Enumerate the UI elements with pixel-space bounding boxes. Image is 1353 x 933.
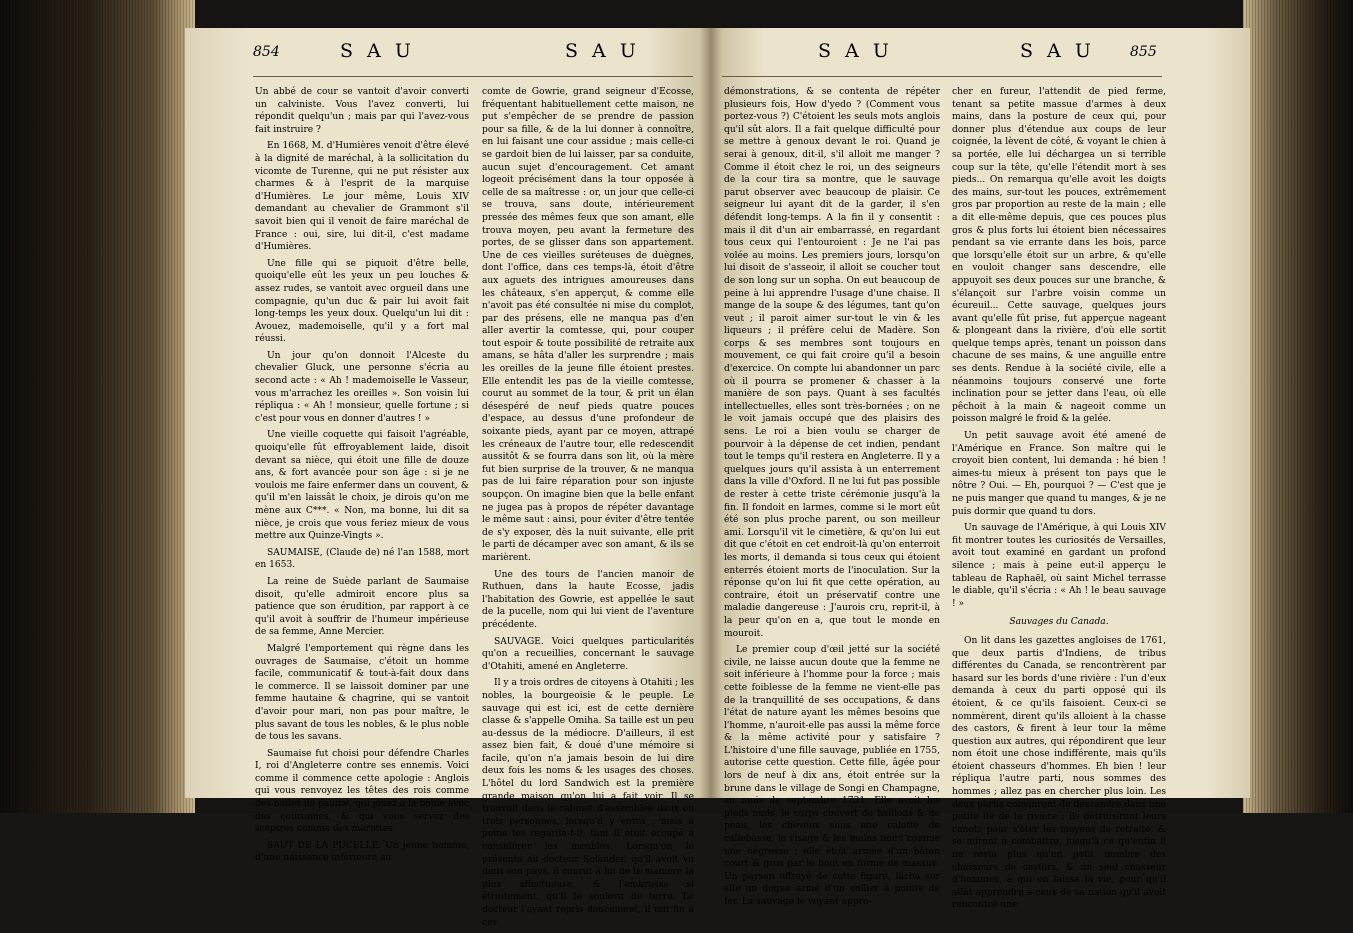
paragraph: SAUVAGE. Voici quelques particularités qu'on a recueillies, concernant le sauvage d'Otahiti, amené en Angleterre. — [482, 636, 694, 672]
book-edge-left — [0, 0, 195, 813]
paragraph: Le premier coup d'œil jetté sur la société civile, ne laisse aucun doute que la femme ne soit inférieure à l'homme pour la force ; mais cette foiblesse de la femme ne vient-elle pas de la tranquillité de ses occupations, & dans l'état de nature ayant les mêmes besoins que l'homme, n'auroit-elle pas aussi la même force & la même activité pour y satisfaire ? L'histoire d'une fille sauvage, publiée en 1755, autorise cette question. Cette fille, âgée pour lors de neuf à dix ans, étoit entrée sur la brune dans le village de Songi en Champagne, au mois de septembre 1731. Elle avoit les pieds nuds, le corps couvert de haillons & de peau, les cheveux sous une calotte de callebasse, le visage & les mains noirs comme une négresse ; elle étoit armée d'un bâton court & gros par le bout en forme de massue. Un paysan effrayé de cette figure, lâcha sur elle un dogue armé d'un collier à pointe de fer. La sauvage le voyant appro- — [724, 645, 940, 907]
book-edge-right — [1243, 0, 1353, 813]
left-column-1 — [255, 86, 469, 869]
paragraph: comte de Gowrie, grand seigneur d'Ecosse, fréquentant habituellement cette maison, ne put s'empêcher de se prendre de passion pour sa fille, & de la lui donner à connoître, en lui faisant une cour assidue ; mais celle-ci se gardoit bien de lui laisser, par sa conduite, aucun sujet d'encouragement. Cet amant logeoit précisément dans la tour opposée à celle de sa maîtresse : or, un jour que celle-ci se trouva, sans doute, intérieurement pressée des mêmes feux que son amant, elle trouva moyen, peu avant la fermeture des portes, de se glisser dans son appartement. Une de ces vieilles suréteuses de duègnes, dont l'office, dans ces temps-là, étoit d'être aux aguets des intrigues amoureuses dans les châteaux, s'en apperçut, & comme elle n'avoit pas été consultée ni mise du complot, par des présens, elle ne manqua pas d'en aller avertir la comtesse, qui, pour couper tout espoir & toute possibilité de retraite aux amans, se hâta d'aller les surprendre ; mais les oreilles de la jeune fille étoient prestes. Elle entendit les pas de la vieille comtesse, courut au sommet de la tour, & prit un élan désespéré de neuf pieds quatre pouces d'espace, au dessus d'une profondeur de soixante pieds, ayant par ce moyen, attrapé les créneaux de l'autre tour, elle redescendit aussitôt & se fourra dans son lit, où la mère fut bien surprise de la trouver, & ne manqua pas de lui faire réparation pour son injuste soupçon. On imagine bien que la belle enfant ne jugea pas à propos de répéter davantage le même saut : ainsi, pour éviter d'être tentée de s'y exposer, dès la nuit suivante, elle prit le parti de décamper avec son amant, & ils se marièrent. — [482, 87, 694, 563]
right-header-right: S A U — [1020, 40, 1095, 62]
left-header-right: S A U — [565, 40, 640, 62]
paragraph: Une des tours de l'ancien manoir de Ruthuen, dans la haute Ecosse, jadis l'habitation des Gowrie, est appellée le saut de la pucelle, nom qui lui vient de l'aventure précédente. — [482, 569, 694, 630]
left-page-number: 854 — [253, 44, 280, 60]
paragraph: Un petit sauvage avoit été amené de l'Amérique en France. Son maître qui le croyoit bien content, lui demanda : hé bien ! aimes-tu mieux à présent ton pays que le nôtre ? Oui. — Eh, pourquoi ? — C'est que je ne puis manger que quand tu manges, & je ne puis dormir que quand tu dors. — [952, 431, 1166, 517]
paragraph: SAUT DE LA PUCELLE. Un jeune homme, d'une naissance inférieure au — [255, 840, 469, 864]
left-column-2 — [482, 86, 694, 933]
paragraph: Un jour qu'on donnoit l'Alceste du chevalier Gluck, une personne s'écria au second acte : « Ah ! mademoiselle le Vasseur, vous m'arrachez les oreilles ». Son voisin lui répliqua : « Ah ! monsieur, quelle fortune ; si c'est pour vous en donner d'autres ! » — [255, 350, 469, 424]
right-page-number: 855 — [1130, 44, 1157, 60]
paragraph: Un abbé de cour se vantoit d'avoir converti un calviniste. Vous l'avez converti, lui répondit quelqu'un ; mais par qui l'avez-vous fait instruire ? — [255, 87, 469, 135]
paragraph: La reine de Suède parlant de Saumaise disoit, qu'elle admiroit encore plus sa patience que son érudition, par rapport à ce qu'il avoit à souffrir de l'humeur impérieuse de sa femme, Anne Mercier. — [255, 576, 469, 638]
paragraph: On lit dans les gazettes angloises de 1761, que deux partis d'Indiens, de tribus différentes du Canada, se rencontrèrent par hasard sur les bords d'une rivière : l'un d'eux demanda à ceux du parti opposé qui ils étoient, & ce qu'ils faisoient. Ceux-ci se nommèrent, dirent qu'ils alloient à la chasse des castors, & firent à leur tour la même question aux autres, qui répondirent que leur nom étoit une chose indifférente, mais qu'ils étoient chasseurs d'hommes. Eh bien ! leur répliqua l'autre parti, nous sommes des hommes ; allez pas en chercher plus loin. Les deux partis convinrent de descendre dans une petite île de la rivière ; ils détruisirent leurs canots pour s'ôter les moyens de retraite, & se mirent à combattre, jusqu'à ce qu'enfin il ne resta plus qu'un petit nombre des chasseurs de castors, & un seul chasseur d'hommes, à qui on laissa la vie, pour qu'il allât apprendre à ceux de sa nation qu'il avoit rencontré une — [952, 635, 1166, 911]
paragraph: Une vieille coquette qui faisoit l'agréable, quoiqu'elle fût effroyablement laide, disoit devant sa nièce, qui étoit une fille de douze ans, & fort avancée pour son âge : si je ne voulois me faire enfermer dans un couvent, & qu'il m'en laissât le choix, je dirois qu'on me mène aux C***. « Non, ma bonne, lui dit sa nièce, je crois que vous feriez mieux de vous mettre aux Quinze-Vingts ». — [255, 430, 469, 542]
right-header-left: S A U — [818, 40, 893, 62]
left-header-rule — [253, 76, 693, 77]
paragraph: Malgré l'emportement qui règne dans les ouvrages de Saumaise, c'étoit un homme facile, communicatif & tout-à-fait doux dans le commerce. Il se laissoit dominer par une femme hautaine & chagrine, qui se vantoit d'avoir pour mari, non pas pour maître, le plus savant de tous les nobles, & le plus noble de tous les savans. — [255, 643, 469, 743]
right-header-rule — [722, 76, 1162, 77]
section-title: Sauvages du Canada. — [1009, 617, 1109, 628]
left-header-left: S A U — [340, 40, 415, 62]
paragraph: Une fille qui se piquoit d'être belle, quoiqu'elle eût les yeux un peu louches & assez rudes, se vantoit avec orgueil dans une compagnie, qu'un duc & pair lui avoit fait long-temps les yeux doux. Quelqu'un lui dit : Avouez, mademoiselle, qu'il y a fort mal réussi. — [255, 258, 469, 345]
paragraph: Un sauvage de l'Amérique, à qui Louis XIV fit montrer toutes les curiosités de Versailles, avoit tout examiné en gardant un profond silence ; mais à peine eut-il apperçu le tableau de Raphaël, où saint Michel terrasse le diable, qu'il s'écria : « Ah ! le beau sauvage ! » — [952, 523, 1166, 609]
paragraph: démonstrations, & se contenta de répéter plusieurs fois, How d'yedo ? (Comment vous portez-vous ?) C'étoient les seuls mots anglois qu'il sût alors. Il a fait quelque difficulté pour se mettre à genoux devant le roi. Quand je serai à genoux, dit-il, s'il alloit me manger ? Comme il étoit chez le roi, un des seigneurs de la cour tira sa montre, que le sauvage parut observer avec beaucoup de plaisir. Ce seigneur lui ayant dit de la garder, il s'en défendit long-temps. A la fin il y consentit : mais il dit d'un air embarrassé, en regardant tous ceux qui l'entouroient : Je ne l'ai pas volée au moins. Les premiers jours, lorsqu'on lui disoit de s'asseoir, il alloit se coucher tout de son long sur un sopha. On eut beaucoup de peine à lui apprendre l'usage d'une chaise. Il mange de la soupe & des légumes, tant qu'on veut ; il paroit aimer sur-tout le vin & les liqueurs ; il préfère celui de Madère. Son corps & ses membres sont toujours en mouvement, ce qui fait croire qu'il a besoin d'exercice. On compte lui abandonner un parc où il pourra se promener & chasser à la manière de son pays. Quant à ses facultés intellectuelles, elles sont très-bornées ; on ne le voit jamais occupé que des plaisirs des sens. Le roi a bien voulu se charger de pourvoir à la dépense de cet indien, pendant tout le temps qu'il restera en Angleterre. Il y a quelques jours qu'il assista à un enterrement dans la ville d'Oxford. Il ne lui fut pas possible de rester à cette triste cérémonie jusqu'à la fin. Il fondoit en larmes, comme si le mort eût été son plus proche parent, ou son meilleur ami. Lorsqu'il vit le cimetière, & qu'on lui eut dit que c'étoit en cet endroit-là qu'on enterroit les morts, il demanda si tous ceux qui étoient enterrés étoient morts de l'inoculation. Sur la réponse qu'on lui fit que cette opération, au contraire, étoit un préservatif contre une maladie dangereuse : J'aurois cru, reprit-il, à la peur qu'on en a, que tout le monde en mouroit. — [724, 87, 940, 639]
right-column-1 — [724, 86, 940, 913]
book-gutter — [700, 28, 722, 798]
paragraph: cher en fureur, l'attendit de pied ferme, tenant sa petite massue d'armes à deux mains, dans la posture de ceux qui, pour donner plus d'étendue aux coups de leur coignée, la lèvent de côté, & voyant le chien à sa portée, elle lui déchargea un si terrible coup sur la tête, qu'elle l'étendit mort à ses pieds... On remarqua qu'elle avoit les doigts des mains, sur-tout les pouces, extrêmement gros par proportion au reste de la main ; elle a dit elle-même depuis, que ces pouces plus gros & plus forts lui étoient bien nécessaires pendant sa vie errante dans les bois, parce que lorsqu'elle étoit sur un arbre, & qu'elle en vouloit changer sans descendre, elle appuyoit ses deux pouces sur une branche, & s'élançoit sur l'arbre voisin comme un écureuil... Cette sauvage, quelques jours avant qu'elle fût prise, fut apperçue nageant & plongeant dans la rivière, d'où elle sortit quelque temps après, tenant un poisson dans chacune de ses mains, & une anguille entre ses dents. Rendue à la société civile, elle a néanmoins toujours conservé une forte inclination pour se jetter dans l'eau, où elle pêchoit à la main & nageoit comme un poisson malgré le froid & la gelée. — [952, 87, 1166, 425]
paragraph: En 1668, M. d'Humières venoit d'être élevé à la dignité de maréchal, à la sollicitation du vicomte de Turenne, qui ne put résister aux charmes & à l'esprit de la marquise d'Humières. Le jour même, Louis XIV demandant au chevalier de Grammont s'il savoit bien qui il venoit de faire maréchal de France : oui, sire, lui dit-il, c'est madame d'Humières. — [255, 141, 469, 253]
paragraph: SAUMAISE, (Claude de) né l'an 1588, mort en 1653. — [255, 547, 469, 571]
right-column-2 — [952, 86, 1166, 916]
paragraph: Saumaise fut choisi pour défendre Charles I, roi d'Angleterre contre ses ennemis. Voici comme il commence cette apologie : Anglois qui vous renvoyez les têtes des rois comme des balles de paume, qui jouez à la boule avec des couronnes, & qui vous servez des sceptres comme des marottes. — [255, 748, 469, 835]
paragraph: Il y a trois ordres de citoyens à Otahiti ; les nobles, la bourgeoisie & le peuple. Le sauvage qui est ici, est de cette dernière classe & s'appelle Omiha. Sa taille est un peu au-dessus de la médiocre. D'ailleurs, il est assez bien fait, & doué d'une mémoire si facile, qu'on n'a jamais besoin de lui dire deux fois les noms & les usages des choses. L'hôtel du lord Sandwich est la première grande maison qu'on lui a fait voir. Il se trouvoit dans le cabinet d'assemblée deux ou trois personnes, lorsqu'il y entra ; mais à peine les regarda-t-il, tant il étoit occupé à considérer les meubles. Lorsqu'on le présenta au docteur Solander, qu'il avoit vu dans son pays, il courut à lui de la manière la plus affectueuse, & l'embrassa si étroitement, qu'il le souleva de terre. Le docteur l'ayant repris doucement, il mit fin à ces — [482, 678, 694, 928]
